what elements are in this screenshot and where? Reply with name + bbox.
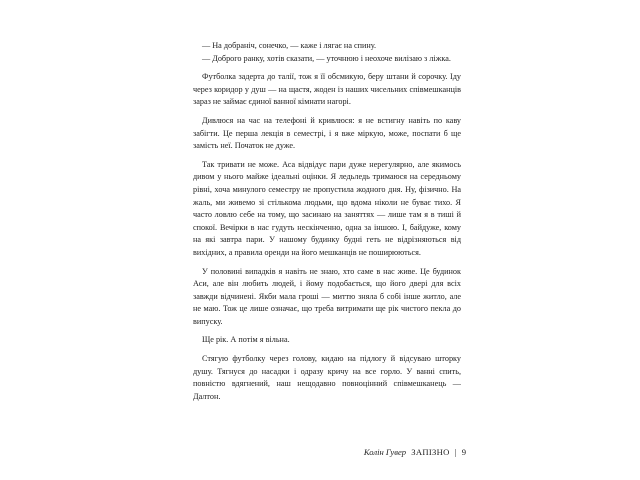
page-number: 9: [461, 447, 466, 457]
footer-author: Колін Гувер: [363, 447, 407, 457]
page-footer: [364, 447, 466, 457]
paragraph: Дивлюся на час на телефоні й кривлюся: я не встигну навіть по каву забігти. Це перша лекція в семестрі, і я вже міркую, може, поспати б ще замість неї. Початок не дуже.: [193, 115, 461, 151]
paragraph: — На добраніч, сонечко, — каже і лягає на спину.: [202, 41, 377, 50]
paragraph: У половині випадків я навіть не знаю, хто саме в нас живе. Це будинок Аси, але він любить людей, і йому подобається, що його двері для всіх завжди відчинені. Якби мала гроші — миттю зняла б собі інше житло, але не маю. Тож це лише означає, що треба витримати ще рік чистого пекла до випуску.: [193, 266, 461, 326]
paragraph: Футболка задерта до талії, тож я її обсмикую, беру штани й сорочку. Іду через коридор у душ — на щастя, жоден із наших чисельних співмешканців зараз не займає єдиної ванної кімнати нагорі.: [193, 72, 461, 107]
paragraph: — Доброго ранку, хотів сказати, — уточнюю і неохоче вилізаю з ліжка.: [202, 53, 451, 63]
paragraph: Стягую футболку через голову, кидаю на підлогу й відсуваю шторку душу. Тягнуся до насадки і одразу кричу на все горло. У ванні спить, повністю вдягнений, наш нещодавно повноцінний співмешканець — Далтон.: [193, 354, 461, 401]
footer-book-title: ЗАПІЗНО: [411, 447, 450, 457]
footer-separator: |: [454, 447, 457, 457]
paragraph: Ще рік. А потім я вільна.: [202, 335, 290, 345]
paragraph: Так тривати не може. Аса відвідує пари дуже нерегулярно, але якимось дивом у нього майже ідеальні оцінки. Я ледьледь тримаюся на середньому рівні, хоча минулого семестру не пропустила жодного дня. Ну, фізично. На жаль, ми живемо зі стількома людьми, що вдома ніколи не буває тихо. Я часто ловлю себе на тому, що засинаю на заняттях — лише там я в тиші й спокої. Вечірки в нас гудуть нескінченно, одна за іншою. І, байдуже, кому на які завтра пари. У нашому будинку будні геть не відрізняються від вихідних, а правила оренди на його мешканців не поширюються.: [193, 159, 461, 257]
body-text: [193, 40, 461, 403]
